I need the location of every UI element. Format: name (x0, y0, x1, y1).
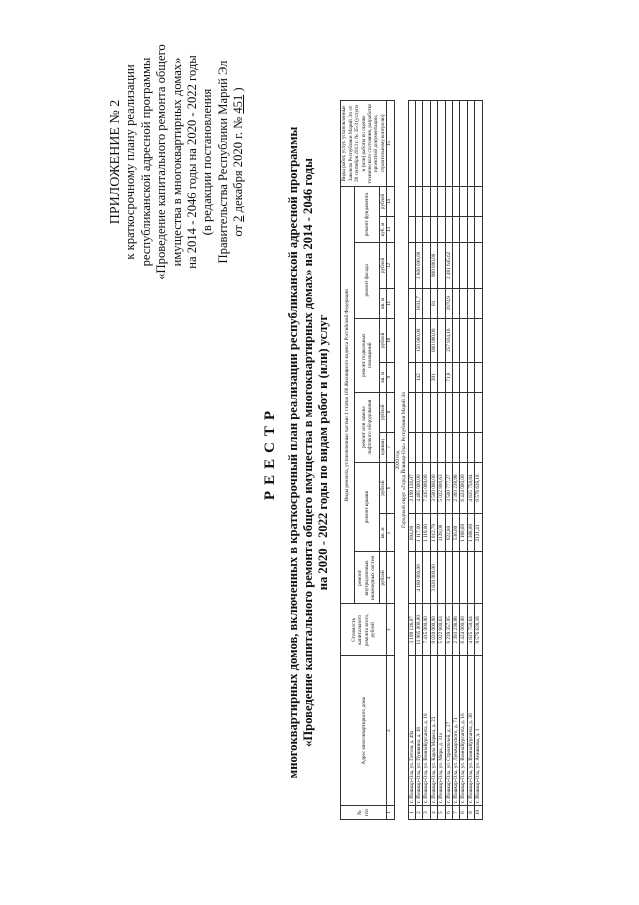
header-roof: ремонт крыши (355, 462, 380, 552)
cell-fac-rub (453, 242, 460, 288)
cell-fac-rub (475, 242, 482, 288)
cell-n: 7 (453, 806, 460, 820)
cell-empty (423, 392, 430, 432)
cell-empty (416, 216, 423, 242)
unit-cell: рублей (380, 392, 387, 432)
cell-fac-rub (460, 242, 467, 288)
cell-fac-rub (408, 242, 415, 288)
header-foundation: ремонт фундамента (355, 186, 380, 242)
header-engineering: ремонт внутридомовых инженерных систем (355, 552, 380, 604)
reestr-title: РЕЕСТР (262, 404, 278, 501)
column-number: 6 (387, 462, 394, 514)
cell-roof-rub: 7 415 000,00 (423, 462, 430, 514)
cell-n: 10 (475, 806, 482, 820)
appendix-title: ПРИЛОЖЕНИЕ № 2 (108, 99, 123, 225)
unit-cell: кв. м (380, 362, 387, 392)
unit-cell: рублей (380, 186, 387, 216)
cell-addr: г. Йошкар-Ола, ул. ВоинаКурсанта, д. 18 (423, 656, 430, 806)
cell-empty (408, 216, 415, 242)
unit-cell: рублей (380, 318, 387, 362)
cell-roof-rub: 4 825 750,64 (467, 462, 474, 514)
cell-roof-rub: 2 393 238,98 (453, 462, 460, 514)
header-row (341, 101, 355, 820)
cell-roof-rub: 5 022 800,63 (438, 462, 445, 514)
date-day: 2 (231, 215, 246, 222)
cell-roof-rub: 3 500 000,00 (430, 462, 437, 514)
cell-n: 5 (438, 806, 445, 820)
cell-eng: 3 820 000,00 (430, 552, 437, 604)
cell-cost: 2 393 238,98 (453, 604, 460, 656)
column-number: 10 (387, 318, 394, 362)
cell-cost: 9 020 000,00 (430, 604, 437, 656)
header-lift: ремонт или замена лифтового оборудования (355, 392, 380, 462)
cell-empty (453, 392, 460, 432)
table-row (460, 101, 467, 820)
cell-bsm-m2: 71,8 (445, 362, 452, 392)
cell-roof-m2: 1 012,70 (430, 514, 437, 552)
unit-cell: единиц (380, 432, 387, 462)
cell-bsm-m2 (475, 362, 482, 392)
cell-roof-m2: 1 180,00 (460, 514, 467, 552)
cell-addr: г. Йошкар-Ола, ул. Гоголя, д. 49а (408, 656, 415, 806)
cell-empty (460, 392, 467, 432)
table-row (453, 101, 460, 820)
column-number: 3 (387, 604, 394, 656)
cell-empty (453, 101, 460, 187)
cell-roof-rub: 6 424 000,00 (460, 462, 467, 514)
cell-bsm-rub (467, 318, 474, 362)
cell-empty (475, 216, 482, 242)
cell-empty (475, 432, 482, 462)
cell-empty (438, 432, 445, 462)
cell-fac-rub: 2 481 645,62 (445, 242, 452, 288)
cell-empty (423, 101, 430, 187)
cell-empty (438, 216, 445, 242)
cell-eng (408, 552, 415, 604)
cell-bsm-rub (438, 318, 445, 362)
column-number: 5 (387, 514, 394, 552)
cell-empty (423, 186, 430, 216)
cell-eng (423, 552, 430, 604)
cell-fac-m2 (460, 288, 467, 318)
column-numbers-row (387, 101, 394, 820)
cell-roof-m2: 694,00 (408, 514, 415, 552)
cell-empty (445, 101, 452, 187)
cell-roof-rub: 4 485 000,00 (416, 462, 423, 514)
cell-empty (453, 186, 460, 216)
column-number: 7 (387, 432, 394, 462)
cell-empty (445, 186, 452, 216)
cell-empty (438, 101, 445, 187)
cell-bsm-m2: 142 (416, 362, 423, 392)
column-number: 14 (387, 186, 394, 216)
cell-eng (438, 552, 445, 604)
cell-fac-rub (423, 242, 430, 288)
appendix-line: к краткосрочному плану реализации (123, 64, 138, 260)
cell-empty (453, 432, 460, 462)
unit-cell: рублей (380, 462, 387, 514)
table-row (475, 101, 482, 820)
header-cost: Стоимость капитального ремонта всего, рублей (341, 604, 387, 656)
cell-fac-m2 (467, 288, 474, 318)
cell-n: 3 (423, 806, 430, 820)
cell-empty (445, 432, 452, 462)
cell-cost: 7 415 000,00 (423, 604, 430, 656)
table-row (430, 101, 437, 820)
table-body (408, 101, 482, 820)
cell-empty (475, 101, 482, 187)
cell-addr: г. Йошкар-Ола, ул. Пушкина, д. 18 (416, 656, 423, 806)
appendix-line: «Проведение капитального ремонта общего (154, 44, 169, 280)
cell-fac-rub: 2 800 000,00 (416, 242, 423, 288)
cell-fac-m2 (408, 288, 415, 318)
cell-roof-m2: 1 368,00 (467, 514, 474, 552)
cell-bsm-m2 (467, 362, 474, 392)
cell-empty (408, 101, 415, 187)
column-number: 15 (387, 101, 394, 187)
cell-bsm-rub (423, 318, 430, 362)
cell-fac-rub: 900 000,00 (430, 242, 437, 288)
column-number: 13 (387, 216, 394, 242)
subtitle-line: на 2020 - 2022 годы по видам работ и (или) услуг (316, 314, 330, 591)
cell-bsm-rub: 150 000,00 (416, 318, 423, 362)
date-suffix: ) (231, 87, 246, 92)
cell-cost: 3 199 126,07 (408, 604, 415, 656)
cell-empty (467, 216, 474, 242)
cell-n: 6 (445, 806, 452, 820)
header-number: № п/п (341, 806, 387, 820)
cell-n: 4 (430, 806, 437, 820)
year-label: 2020 год (394, 450, 401, 470)
cell-empty (408, 432, 415, 462)
appendix-date-line (231, 12, 246, 312)
cell-bsm-m2 (423, 362, 430, 392)
cell-eng (445, 552, 452, 604)
cell-roof-m2: 536,00 (453, 514, 460, 552)
cell-fac-rub (438, 242, 445, 288)
cell-bsm-m2: 391 (430, 362, 437, 392)
cell-empty (416, 432, 423, 462)
column-number: 2 (387, 656, 394, 806)
cell-empty (430, 101, 437, 187)
cell-n: 1 (408, 806, 415, 820)
date-month: декабря 2020 г. № (231, 116, 246, 213)
cell-n: 9 (467, 806, 474, 820)
cell-empty (416, 101, 423, 187)
cell-roof-m2: 622,80 (445, 514, 452, 552)
cell-empty (460, 101, 467, 187)
cell-empty (423, 432, 430, 462)
cell-eng (453, 552, 460, 604)
table-row (423, 101, 430, 820)
header-facade: ремонт фасада (355, 242, 380, 318)
cell-cost: 11 965 000,00 (416, 604, 423, 656)
unit-cell: рублей (380, 552, 387, 604)
column-number: 8 (387, 392, 394, 432)
column-number: 11 (387, 288, 394, 318)
cell-n: 8 (460, 806, 467, 820)
cell-cost: 4 825 750,64 (467, 604, 474, 656)
cell-addr: г. Йошкар-Ола, ул. Строителей, д. 27 (445, 656, 452, 806)
cell-empty (460, 216, 467, 242)
cell-empty (416, 392, 423, 432)
cell-empty (467, 101, 474, 187)
header-repair-types: Виды ремонта, установленные частью 1 статьи 166 Жилищного кодекса Российской Федерации (341, 186, 355, 603)
column-number: 12 (387, 242, 394, 288)
appendix-line: республиканской адресной программы (138, 57, 153, 267)
cell-roof-m2: 2121,41 (475, 514, 482, 552)
cell-addr: г. Йошкар-Ола, ул. ВоинаКурсанта, д. 36 (467, 656, 474, 806)
header-address: Адрес многоквартирного дома (341, 656, 387, 806)
cell-empty (467, 186, 474, 216)
cell-roof-rub: 3 500 777,27 (445, 462, 452, 514)
header-other-works: Виды работ, услуг, установленные Законом Республики Марий Эл от 28 сентября 2013 г. № 35-З (услуги и (или) работы по оценке технического состояния, разработке проектной документации, строительному контролю) (341, 101, 387, 187)
cell-eng: 4 180 000,00 (416, 552, 423, 604)
cell-roof-m2: 1 118,00 (423, 514, 430, 552)
cell-addr: г. Йошкар-Ола, ул. Анникова, д. 1 (475, 656, 482, 806)
cell-roof-rub: 9 576 628,18 (475, 462, 482, 514)
cell-fac-m2 (438, 288, 445, 318)
cell-fac-m2 (453, 288, 460, 318)
cell-bsm-rub (475, 318, 482, 362)
cell-cost: 6 424 000,00 (460, 604, 467, 656)
cell-bsm-m2 (460, 362, 467, 392)
cell-addr: г. Йошкар-Ола, ул. ВоинаКурсанта, д. 16 (460, 656, 467, 806)
cell-addr: г. Йошкар-Ола, ул. Луначарского, д. 71 (453, 656, 460, 806)
cell-empty (408, 186, 415, 216)
cell-fac-m2 (475, 288, 482, 318)
cell-empty (460, 186, 467, 216)
unit-cell: кв. м (380, 514, 387, 552)
decree-number: 451 (231, 94, 246, 114)
cell-roof-rub: 3 199 126,07 (408, 462, 415, 514)
cell-empty (438, 392, 445, 432)
subtitle-line: многоквартирных домов, включенных в краткосрочный план реализации республиканской адресной программы (286, 126, 300, 779)
cell-empty (430, 432, 437, 462)
cell-bsm-m2 (438, 362, 445, 392)
register-table (340, 100, 483, 820)
cell-fac-m2: 2070,9 (445, 288, 452, 318)
subtitle-line: «Проведение капитального ремонта общего имущества в многоквартирных домах» на 2014 - 2046 годы (301, 158, 315, 747)
cell-roof-m2: 1 117,00 (416, 514, 423, 552)
cell-cost: 5 022 800,63 (438, 604, 445, 656)
unit-cell: куб. м (380, 216, 387, 242)
cell-bsm-rub: 257 934,16 (445, 318, 452, 362)
cell-roof-m2: 1128,00 (438, 514, 445, 552)
cell-empty (408, 392, 415, 432)
cell-empty (430, 186, 437, 216)
table-row (445, 101, 452, 820)
unit-cell: кв. м (380, 288, 387, 318)
cell-empty (467, 432, 474, 462)
cell-fac-m2: 1831,7 (416, 288, 423, 318)
unit-cell: рублей (380, 242, 387, 288)
cell-eng (475, 552, 482, 604)
cell-bsm-m2 (408, 362, 415, 392)
date-prefix: от (231, 224, 246, 237)
cell-empty (430, 392, 437, 432)
cell-bsm-rub (460, 318, 467, 362)
cell-empty (438, 186, 445, 216)
column-number: 4 (387, 552, 394, 604)
table-row (438, 101, 445, 820)
cell-addr: г. Йошкар-Ола, ул. Карла Маркса, д. 23 (430, 656, 437, 806)
appendix-header (108, 12, 247, 312)
cell-empty (467, 392, 474, 432)
cell-empty (475, 392, 482, 432)
cell-empty (423, 216, 430, 242)
cell-empty (475, 186, 482, 216)
district-row (401, 101, 408, 820)
cell-empty (416, 186, 423, 216)
cell-eng (460, 552, 467, 604)
table-row (408, 101, 415, 820)
appendix-line: на 2014 - 2046 годы на 2020 - 2022 годы (185, 55, 200, 269)
cell-bsm-rub: 800 000,00 (430, 318, 437, 362)
appendix-line: имущества в многоквартирных домах» (169, 57, 184, 267)
column-number: 1 (387, 806, 394, 820)
table-row (467, 101, 474, 820)
cell-cost: 6 239 357,05 (445, 604, 452, 656)
cell-empty (445, 392, 452, 432)
cell-bsm-rub (453, 318, 460, 362)
appendix-line: (в редакции постановления (200, 88, 215, 236)
header-basement: ремонт подвальных помещений (355, 318, 380, 392)
cell-addr: г. Йошкар-Ола, ул. Мира, д. 31а (438, 656, 445, 806)
cell-fac-rub (467, 242, 474, 288)
cell-fac-m2: 81 (430, 288, 437, 318)
reestr-subtitle (286, 0, 331, 905)
cell-empty (430, 216, 437, 242)
cell-bsm-m2 (453, 362, 460, 392)
cell-empty (453, 216, 460, 242)
cell-n: 2 (416, 806, 423, 820)
cell-fac-m2 (423, 288, 430, 318)
table-row (416, 101, 423, 820)
district-label: Городской округ «Город Йошкар-Ола» Республики Марий Эл (401, 392, 408, 528)
appendix-line: Правительства Республики Марий Эл (215, 60, 230, 264)
cell-empty (445, 216, 452, 242)
cell-empty (460, 432, 467, 462)
cell-cost: 9 576 628,18 (475, 604, 482, 656)
cell-bsm-rub (408, 318, 415, 362)
column-number: 9 (387, 362, 394, 392)
cell-eng (467, 552, 474, 604)
